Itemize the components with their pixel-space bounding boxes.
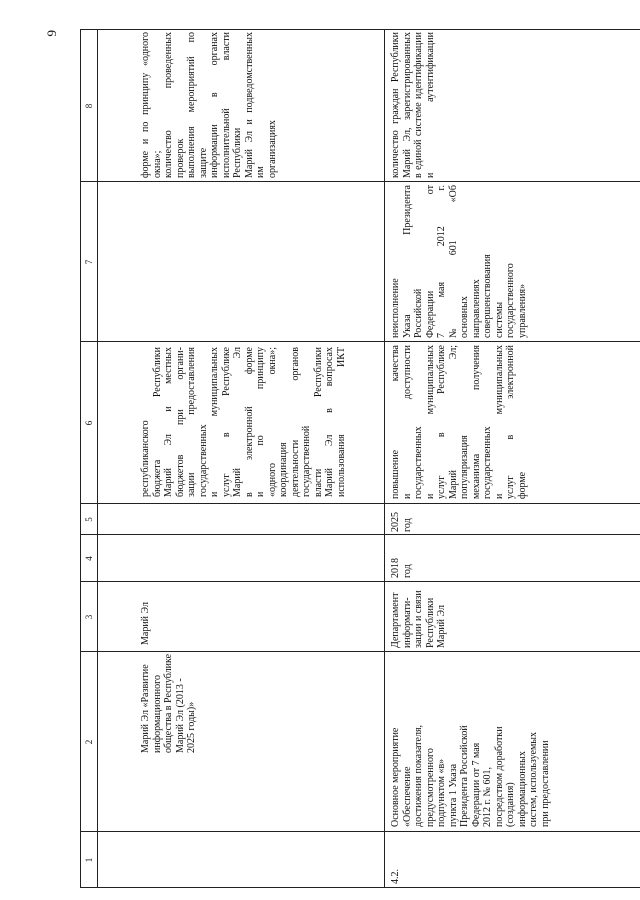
- column-border: [80, 341, 640, 342]
- header-col-3: 3: [84, 614, 94, 620]
- row-divider: [384, 30, 385, 888]
- table-top-border: [80, 30, 81, 888]
- row-4-2-col3-text: Департамент информати- зации и связи Республики Марий Эл: [390, 590, 447, 648]
- column-border: [80, 831, 640, 832]
- header-col-5: 5: [84, 517, 94, 522]
- header-col-1: 1: [84, 857, 94, 863]
- cont-col3-text: Марий Эл: [140, 602, 151, 645]
- cont-col6-text: республиканского бюджета Республики Марий Эл и местных бюджетов при органи- зации предоставления государственных и муниципальных услуг в Республике Марий Эл в электронной форме и по принципу «одного окна»; координация деятельности органов государственной власти Республики Марий Эл в вопросах использования ИКТ: [140, 347, 347, 497]
- column-border: [80, 534, 640, 535]
- row-4-2-col8-text: количество граждан Республики Марий Эл, зарегистрированных в единой системе идентификации и аутентификации: [390, 32, 436, 178]
- row-4-2-number: 4.2.: [390, 869, 401, 884]
- cont-col8-text: форме и по принципу «одного окна»; количество проведенных проверок выполнения мероприятий по защите информации в органах исполнительной власти Республики Марий Эл и подведомственных им организациях: [140, 32, 278, 178]
- header-col-4: 4: [84, 556, 94, 561]
- row-4-2-col4-text: 2018 год: [390, 558, 413, 578]
- header-col-8: 8: [84, 103, 94, 109]
- header-col-7: 7: [84, 259, 94, 265]
- column-border: [80, 29, 640, 30]
- header-row-divider: [97, 30, 98, 888]
- row-4-2-col2-text: Основное мероприятие «Обеспечение достижения показателя, предусмотренного подпунктом «в» пункта 1 Указа Президента Российской Федерации от 7 мая 2012 г. № 601, посредством доработки (создания) информационных систем, используемых при предоставлении: [390, 724, 551, 827]
- row-4-2-col7-text: неисполнение Указа Президента Российской Федерации от 7 мая 2012 г. № 601 «Об основных направлениях совершенствования системы государственного управления»: [390, 185, 528, 338]
- header-col-6: 6: [84, 420, 94, 426]
- page-number: 9: [44, 30, 59, 37]
- column-border: [80, 181, 640, 182]
- column-border: [80, 651, 640, 652]
- row-4-2-col6-text: повышение качества и доступности государственных и муниципальных услуг в Республике Марий Эл; популяризация механизма получения государственных и муниципальных услуг в электронной форме: [390, 345, 528, 499]
- row-4-2-col5-text: 2025 год: [390, 512, 413, 532]
- header-col-2: 2: [84, 739, 94, 745]
- column-border: [80, 887, 640, 888]
- column-border: [80, 581, 640, 582]
- cont-col2-text: Марий Эл «Развитие информационного общества в Республике Марий Эл (2013 - 2025 годы)»: [140, 653, 197, 753]
- column-border: [80, 503, 640, 504]
